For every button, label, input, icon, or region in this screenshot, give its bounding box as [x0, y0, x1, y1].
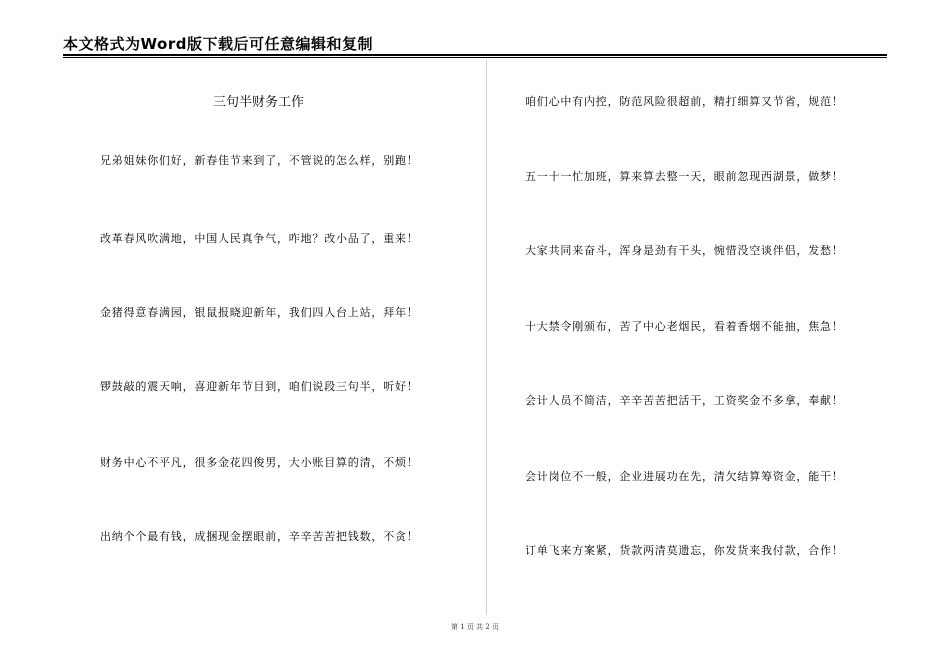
verse-line: 金猪得意春满园，银鼠报晓迎新年，我们四人台上站，拜年！ — [100, 306, 419, 319]
right-column — [508, 60, 888, 615]
header-rule-thin — [63, 57, 887, 58]
verse-line: 订单飞来方案紧，货款两清莫遗忘，你发货来我付款，合作！ — [525, 544, 844, 557]
verse-line: 出纳个个最有钱，成捆现金摆眼前，辛辛苦苦把钱数，不贪！ — [100, 530, 419, 543]
verse-line: 十大禁令刚颁布，苦了中心老烟民，看着香烟不能抽，焦急！ — [525, 320, 844, 333]
column-divider — [486, 60, 487, 615]
header-rule-thick — [63, 54, 887, 56]
verse-line: 财务中心不平凡，很多金花四俊男，大小账目算的清，不烦！ — [100, 456, 419, 469]
verse-line: 会计岗位不一般，企业进展功在先，清欠结算筹资金，能干！ — [525, 470, 844, 483]
page-number-footer: 第 1 页 共 2 页 — [450, 623, 500, 631]
verse-line: 会计人员不简洁，辛辛苦苦把活干，工资奖金不多拿，奉献！ — [525, 394, 844, 407]
verse-line: 兄弟姐妹你们好，新春佳节来到了，不管说的怎么样，别跑！ — [100, 154, 419, 167]
verse-line: 大家共同来奋斗，浑身是劲有干头，惋惜没空谈伴侣，发愁！ — [525, 244, 844, 257]
document-title: 三句半财务工作 — [213, 95, 305, 110]
left-column — [63, 60, 485, 615]
verse-line: 五一十一忙加班，算来算去整一天，眼前忽现西湖景，做梦！ — [525, 170, 844, 183]
verse-line: 改革春风吹满地，中国人民真争气，咋地？改小品了，重来！ — [100, 232, 419, 245]
verse-line: 咱们心中有内控，防范风险很超前，精打细算又节省，规范！ — [525, 95, 844, 108]
verse-line: 锣鼓敲的震天响，喜迎新年节目到，咱们说段三句半，听好！ — [100, 380, 419, 393]
download-banner: 本文格式为Word版下载后可任意编辑和复制 — [63, 35, 373, 53]
